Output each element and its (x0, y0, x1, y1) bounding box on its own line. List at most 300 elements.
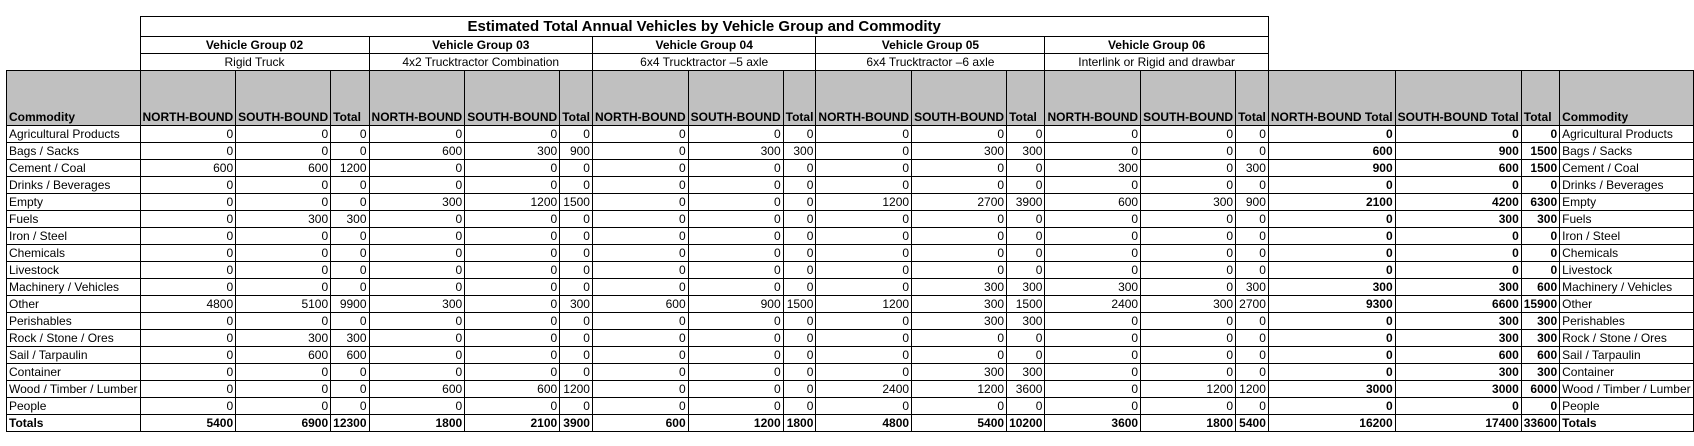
value-cell: 300 (1395, 279, 1521, 296)
commodity-cell: Container (7, 364, 141, 381)
commodity-cell: Iron / Steel (7, 228, 141, 245)
table-row (7, 313, 1694, 330)
value-cell: 600 (1521, 347, 1559, 364)
value-cell: 0 (236, 313, 331, 330)
commodity-cell: Drinks / Beverages (7, 177, 141, 194)
value-cell: 0 (912, 245, 1007, 262)
value-cell: 900 (688, 296, 783, 313)
value-cell: 300 (912, 143, 1007, 160)
value-cell: 0 (912, 262, 1007, 279)
value-cell: 0 (912, 330, 1007, 347)
value-cell: 0 (140, 177, 236, 194)
value-cell: 0 (1236, 347, 1269, 364)
value-cell: 0 (1007, 262, 1045, 279)
value-cell: 0 (1236, 211, 1269, 228)
value-cell: 0 (1007, 245, 1045, 262)
value-cell: 0 (1007, 330, 1045, 347)
commodity-cell-right: Bags / Sacks (1560, 143, 1694, 160)
total-value-cell: 6900 (236, 415, 331, 432)
totals-row (7, 415, 1694, 432)
value-cell: 0 (1045, 245, 1141, 262)
value-cell: 0 (816, 262, 912, 279)
value-cell: 0 (331, 228, 369, 245)
value-cell: 0 (783, 364, 816, 381)
value-cell: 0 (1268, 262, 1395, 279)
value-cell: 2100 (1268, 194, 1395, 211)
value-cell: 0 (369, 245, 465, 262)
value-cell: 1500 (560, 194, 593, 211)
commodity-cell: Cement / Coal (7, 160, 141, 177)
commodity-cell-right: Other (1560, 296, 1694, 313)
commodity-cell-right: Wood / Timber / Lumber (1560, 381, 1694, 398)
value-cell: 0 (1395, 177, 1521, 194)
table-row (7, 194, 1694, 211)
table-row (7, 177, 1694, 194)
header-g03-south: SOUTH-BOUND (465, 71, 560, 126)
value-cell: 0 (1045, 381, 1141, 398)
value-cell: 0 (465, 228, 560, 245)
value-cell: 0 (560, 313, 593, 330)
value-cell: 600 (465, 381, 560, 398)
value-cell: 0 (560, 126, 593, 143)
header-commodity: Commodity (7, 71, 141, 126)
value-cell: 0 (1236, 364, 1269, 381)
value-cell: 0 (236, 262, 331, 279)
value-cell: 2400 (816, 381, 912, 398)
value-cell: 300 (688, 143, 783, 160)
value-cell: 0 (1521, 262, 1559, 279)
header-g04-south: SOUTH-BOUND (688, 71, 783, 126)
header-g02-total: Total (331, 71, 369, 126)
value-cell: 0 (688, 279, 783, 296)
value-cell: 0 (236, 228, 331, 245)
value-cell: 0 (688, 347, 783, 364)
group-06-name: Vehicle Group 06 (1045, 37, 1268, 54)
value-cell: 0 (688, 398, 783, 415)
title-row (7, 17, 1694, 37)
value-cell: 0 (1236, 177, 1269, 194)
value-cell: 0 (1045, 143, 1141, 160)
value-cell: 0 (465, 296, 560, 313)
value-cell: 0 (465, 262, 560, 279)
value-cell: 0 (369, 262, 465, 279)
value-cell: 300 (1141, 194, 1236, 211)
value-cell: 1200 (560, 381, 593, 398)
value-cell: 0 (783, 347, 816, 364)
value-cell: 0 (140, 194, 236, 211)
commodity-cell-right: Empty (1560, 194, 1694, 211)
value-cell: 600 (1395, 160, 1521, 177)
value-cell: 1500 (783, 296, 816, 313)
value-cell: 0 (1007, 398, 1045, 415)
value-cell: 1200 (816, 296, 912, 313)
value-cell: 0 (816, 228, 912, 245)
value-cell: 3900 (1007, 194, 1045, 211)
value-cell: 4800 (140, 296, 236, 313)
value-cell: 1200 (465, 194, 560, 211)
value-cell: 0 (783, 279, 816, 296)
group-02-name: Vehicle Group 02 (140, 37, 369, 54)
value-cell: 0 (369, 177, 465, 194)
value-cell: 0 (560, 262, 593, 279)
value-cell: 0 (1236, 262, 1269, 279)
value-cell: 600 (331, 347, 369, 364)
value-cell: 0 (592, 262, 688, 279)
value-cell: 0 (465, 398, 560, 415)
value-cell: 0 (1521, 126, 1559, 143)
value-cell: 0 (369, 211, 465, 228)
value-cell: 0 (465, 160, 560, 177)
value-cell: 900 (1395, 143, 1521, 160)
commodity-cell-right: Sail / Tarpaulin (1560, 347, 1694, 364)
value-cell: 0 (1236, 398, 1269, 415)
value-cell: 0 (783, 194, 816, 211)
commodity-cell: Machinery / Vehicles (7, 279, 141, 296)
value-cell: 900 (560, 143, 593, 160)
value-cell: 300 (1236, 160, 1269, 177)
value-cell: 0 (331, 194, 369, 211)
total-value-cell: 10200 (1007, 415, 1045, 432)
value-cell: 0 (1141, 279, 1236, 296)
commodity-cell-right: Cement / Coal (1560, 160, 1694, 177)
value-cell: 0 (1268, 313, 1395, 330)
value-cell: 0 (140, 143, 236, 160)
value-cell: 0 (912, 347, 1007, 364)
value-cell: 300 (912, 279, 1007, 296)
total-value-cell: 33600 (1521, 415, 1559, 432)
value-cell: 0 (465, 364, 560, 381)
value-cell: 0 (465, 211, 560, 228)
value-cell: 0 (331, 245, 369, 262)
value-cell: 0 (236, 126, 331, 143)
value-cell: 0 (560, 279, 593, 296)
column-header-row (7, 71, 1694, 126)
value-cell: 300 (236, 211, 331, 228)
value-cell: 300 (1395, 211, 1521, 228)
value-cell: 3000 (1395, 381, 1521, 398)
value-cell: 900 (1236, 194, 1269, 211)
value-cell: 600 (140, 160, 236, 177)
value-cell: 0 (1395, 228, 1521, 245)
total-value-cell: 5400 (912, 415, 1007, 432)
value-cell: 0 (369, 228, 465, 245)
value-cell: 0 (592, 381, 688, 398)
value-cell: 0 (592, 279, 688, 296)
value-cell: 900 (1268, 160, 1395, 177)
table-row (7, 279, 1694, 296)
value-cell: 0 (369, 398, 465, 415)
value-cell: 0 (1141, 330, 1236, 347)
total-value-cell: 4800 (816, 415, 912, 432)
value-cell: 300 (1007, 279, 1045, 296)
value-cell: 0 (688, 245, 783, 262)
value-cell: 0 (592, 160, 688, 177)
vehicle-commodity-table (6, 16, 1694, 432)
value-cell: 0 (236, 364, 331, 381)
value-cell: 0 (816, 313, 912, 330)
value-cell: 0 (1007, 211, 1045, 228)
total-value-cell: 2100 (465, 415, 560, 432)
value-cell: 0 (816, 143, 912, 160)
value-cell: 0 (1521, 177, 1559, 194)
total-value-cell: 5400 (1236, 415, 1269, 432)
value-cell: 0 (1045, 398, 1141, 415)
header-south-total: SOUTH-BOUND Total (1395, 71, 1521, 126)
value-cell: 0 (369, 347, 465, 364)
table-row (7, 296, 1694, 313)
group-04-name: Vehicle Group 04 (592, 37, 815, 54)
value-cell: 0 (816, 279, 912, 296)
value-cell: 0 (1268, 228, 1395, 245)
value-cell: 300 (1007, 143, 1045, 160)
header-g06-north: NORTH-BOUND (1045, 71, 1141, 126)
value-cell: 0 (783, 381, 816, 398)
value-cell: 300 (331, 211, 369, 228)
value-cell: 0 (1268, 347, 1395, 364)
value-cell: 0 (369, 313, 465, 330)
value-cell: 300 (369, 296, 465, 313)
totals-label: Totals (7, 415, 141, 432)
commodity-cell: People (7, 398, 141, 415)
table-title: Estimated Total Annual Vehicles by Vehicle Group and Commodity (140, 17, 1268, 37)
value-cell: 0 (592, 143, 688, 160)
header-g04-north: NORTH-BOUND (592, 71, 688, 126)
value-cell: 0 (140, 330, 236, 347)
value-cell: 0 (592, 177, 688, 194)
commodity-cell-right: Chemicals (1560, 245, 1694, 262)
value-cell: 0 (912, 160, 1007, 177)
value-cell: 300 (1521, 313, 1559, 330)
value-cell: 0 (465, 245, 560, 262)
group-05-name: Vehicle Group 05 (816, 37, 1045, 54)
table-row (7, 211, 1694, 228)
value-cell: 6300 (1521, 194, 1559, 211)
header-g03-north: NORTH-BOUND (369, 71, 465, 126)
value-cell: 0 (912, 398, 1007, 415)
value-cell: 0 (331, 126, 369, 143)
value-cell: 0 (592, 228, 688, 245)
value-cell: 0 (1007, 228, 1045, 245)
table-row (7, 330, 1694, 347)
value-cell: 600 (1521, 279, 1559, 296)
value-cell: 300 (1395, 364, 1521, 381)
value-cell: 300 (1007, 313, 1045, 330)
value-cell: 0 (912, 228, 1007, 245)
value-cell: 0 (236, 194, 331, 211)
value-cell: 0 (1521, 398, 1559, 415)
value-cell: 0 (1268, 211, 1395, 228)
value-cell: 0 (688, 313, 783, 330)
value-cell: 300 (1141, 296, 1236, 313)
value-cell: 0 (1236, 330, 1269, 347)
value-cell: 3000 (1268, 381, 1395, 398)
table-row (7, 160, 1694, 177)
value-cell: 0 (140, 313, 236, 330)
value-cell: 600 (1268, 143, 1395, 160)
value-cell: 0 (912, 126, 1007, 143)
value-cell: 0 (331, 364, 369, 381)
value-cell: 0 (1007, 126, 1045, 143)
value-cell: 0 (560, 211, 593, 228)
value-cell: 600 (236, 160, 331, 177)
value-cell: 0 (560, 398, 593, 415)
value-cell: 0 (1141, 262, 1236, 279)
value-cell: 0 (592, 313, 688, 330)
value-cell: 0 (688, 330, 783, 347)
commodity-cell: Agricultural Products (7, 126, 141, 143)
value-cell: 0 (1395, 398, 1521, 415)
value-cell: 0 (331, 398, 369, 415)
table-row (7, 143, 1694, 160)
header-commodity-right: Commodity (1560, 71, 1694, 126)
value-cell: 0 (331, 262, 369, 279)
value-cell: 0 (140, 126, 236, 143)
value-cell: 0 (688, 194, 783, 211)
value-cell: 0 (688, 364, 783, 381)
group-name-row (7, 37, 1694, 54)
value-cell: 600 (369, 143, 465, 160)
value-cell: 0 (140, 381, 236, 398)
commodity-cell-right: Machinery / Vehicles (1560, 279, 1694, 296)
value-cell: 0 (140, 211, 236, 228)
value-cell: 0 (140, 228, 236, 245)
value-cell: 0 (1395, 262, 1521, 279)
value-cell: 0 (688, 262, 783, 279)
value-cell: 0 (1268, 364, 1395, 381)
group-06-desc: Interlink or Rigid and drawbar (1045, 54, 1268, 71)
value-cell: 0 (816, 160, 912, 177)
value-cell: 300 (1521, 330, 1559, 347)
value-cell: 300 (1007, 364, 1045, 381)
value-cell: 0 (1141, 245, 1236, 262)
value-cell: 0 (1268, 126, 1395, 143)
group-03-name: Vehicle Group 03 (369, 37, 592, 54)
value-cell: 15900 (1521, 296, 1559, 313)
value-cell: 0 (1268, 177, 1395, 194)
value-cell: 0 (560, 364, 593, 381)
value-cell: 0 (688, 211, 783, 228)
value-cell: 0 (1045, 347, 1141, 364)
value-cell: 5100 (236, 296, 331, 313)
value-cell: 0 (816, 364, 912, 381)
value-cell: 1500 (1521, 160, 1559, 177)
commodity-cell: Wood / Timber / Lumber (7, 381, 141, 398)
value-cell: 1200 (816, 194, 912, 211)
commodity-cell-right: Fuels (1560, 211, 1694, 228)
value-cell: 300 (1045, 279, 1141, 296)
value-cell: 0 (560, 160, 593, 177)
commodity-cell: Other (7, 296, 141, 313)
commodity-cell-right: Perishables (1560, 313, 1694, 330)
value-cell: 0 (1236, 143, 1269, 160)
table-row (7, 398, 1694, 415)
value-cell: 300 (1521, 211, 1559, 228)
value-cell: 0 (592, 194, 688, 211)
value-cell: 0 (1045, 211, 1141, 228)
value-cell: 0 (236, 381, 331, 398)
value-cell: 0 (816, 126, 912, 143)
value-cell: 600 (1045, 194, 1141, 211)
value-cell: 0 (783, 126, 816, 143)
value-cell: 0 (688, 126, 783, 143)
value-cell: 300 (912, 296, 1007, 313)
value-cell: 0 (816, 347, 912, 364)
value-cell: 0 (592, 330, 688, 347)
header-g02-north: NORTH-BOUND (140, 71, 236, 126)
value-cell: 0 (1395, 245, 1521, 262)
value-cell: 0 (331, 313, 369, 330)
value-cell: 1200 (1236, 381, 1269, 398)
commodity-cell-right: People (1560, 398, 1694, 415)
value-cell: 0 (560, 330, 593, 347)
value-cell: 0 (140, 398, 236, 415)
value-cell: 0 (1141, 398, 1236, 415)
commodity-cell: Sail / Tarpaulin (7, 347, 141, 364)
group-03-desc: 4x2 Trucktractor Combination (369, 54, 592, 71)
commodity-cell: Empty (7, 194, 141, 211)
value-cell: 0 (1141, 126, 1236, 143)
value-cell: 300 (1045, 160, 1141, 177)
value-cell: 0 (331, 381, 369, 398)
value-cell: 0 (592, 347, 688, 364)
value-cell: 0 (1395, 126, 1521, 143)
value-cell: 0 (1045, 262, 1141, 279)
value-cell: 0 (140, 279, 236, 296)
value-cell: 300 (1395, 330, 1521, 347)
value-cell: 4200 (1395, 194, 1521, 211)
value-cell: 300 (560, 296, 593, 313)
total-value-cell: 1800 (369, 415, 465, 432)
value-cell: 0 (560, 347, 593, 364)
value-cell: 0 (1007, 160, 1045, 177)
value-cell: 0 (783, 177, 816, 194)
value-cell: 0 (1141, 228, 1236, 245)
value-cell: 0 (912, 177, 1007, 194)
value-cell: 0 (560, 177, 593, 194)
totals-label-right: Totals (1560, 415, 1694, 432)
value-cell: 0 (816, 398, 912, 415)
value-cell: 0 (688, 160, 783, 177)
value-cell: 0 (783, 245, 816, 262)
value-cell: 0 (236, 177, 331, 194)
header-g02-south: SOUTH-BOUND (236, 71, 331, 126)
header-g05-total: Total (1007, 71, 1045, 126)
table-row (7, 262, 1694, 279)
value-cell: 0 (1141, 211, 1236, 228)
value-cell: 1500 (1521, 143, 1559, 160)
value-cell: 6000 (1521, 381, 1559, 398)
commodity-cell: Perishables (7, 313, 141, 330)
value-cell: 0 (816, 330, 912, 347)
value-cell: 300 (331, 330, 369, 347)
value-cell: 0 (816, 211, 912, 228)
value-cell: 300 (1395, 313, 1521, 330)
commodity-cell: Livestock (7, 262, 141, 279)
value-cell: 600 (236, 347, 331, 364)
value-cell: 0 (331, 143, 369, 160)
header-g06-total: Total (1236, 71, 1269, 126)
value-cell: 0 (236, 245, 331, 262)
value-cell: 0 (688, 381, 783, 398)
commodity-cell-right: Iron / Steel (1560, 228, 1694, 245)
value-cell: 0 (592, 245, 688, 262)
value-cell: 0 (783, 313, 816, 330)
table-row (7, 228, 1694, 245)
value-cell: 0 (688, 177, 783, 194)
value-cell: 0 (236, 279, 331, 296)
value-cell: 0 (369, 126, 465, 143)
value-cell: 0 (912, 211, 1007, 228)
